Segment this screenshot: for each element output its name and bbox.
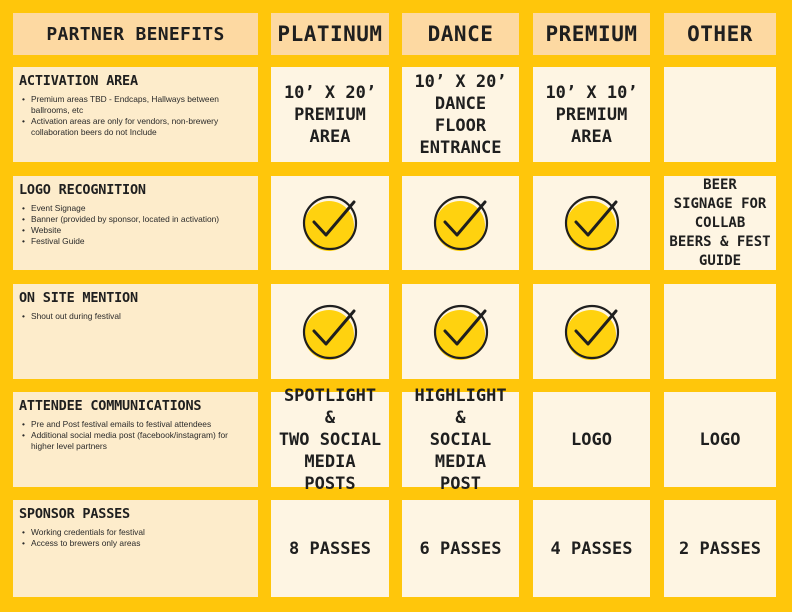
benefit-value-text: 4 PASSES [550,538,633,559]
benefit-value-cell [402,385,519,494]
benefit-value-text: 6 PASSES [419,538,502,559]
benefit-details-list [19,419,252,452]
benefit-detail-item: • Event Signage [19,203,219,214]
benefit-value-cell [533,284,650,379]
benefit-detail-item: • Activation areas are only for vendors, non-brewery collaboration beers do not Include [19,116,252,138]
benefit-detail-item: • Shout out during festival [19,311,121,322]
benefit-detail-item: • Access to brewers only areas [19,538,145,549]
benefit-label-cell [13,500,258,597]
header-tier: PREMIUM [533,13,650,55]
benefit-value-text: LOGO [571,429,612,450]
checkmark-circle-icon [300,302,360,362]
benefit-value-text: 10’ X 20’ PREMIUM AREA [283,82,377,147]
benefit-value-cell [402,176,519,270]
benefit-value-text: LOGO [699,429,741,450]
checkmark-circle-icon [562,302,622,362]
benefit-value-cell [271,284,389,379]
benefit-label-cell [13,67,258,162]
benefit-detail-item: • Premium areas TBD - Endcaps, Hallways between ballrooms, etc [19,94,252,116]
benefit-details-list [19,203,219,247]
benefit-value-cell [533,392,650,487]
benefit-value-text: 2 PASSES [679,538,761,559]
benefit-value-cell [402,67,519,162]
benefit-value-cell [271,176,389,270]
benefit-value-cell [271,385,389,494]
benefit-value-cell [664,176,776,270]
checkmark-circle-icon [562,193,622,253]
benefit-title: ON SITE MENTION [19,290,138,306]
benefit-value-cell [664,392,776,487]
benefit-label-cell [13,392,258,487]
benefit-details-list [19,311,121,322]
benefit-value-cell [402,284,519,379]
header-partner-benefits: PARTNER BENEFITS [13,13,258,55]
benefit-detail-item: • Website [19,225,219,236]
header-tier: OTHER [664,13,776,55]
benefit-detail-item: • Working credentials for festival [19,527,145,538]
benefit-value-text: HIGHLIGHT & SOCIAL MEDIA POST [414,385,507,494]
checkmark-circle-icon [300,193,360,253]
benefit-title: ATTENDEE COMMUNICATIONS [19,398,202,414]
benefit-value-cell [271,67,389,162]
benefit-detail-item: • Pre and Post festival emails to festival attendees [19,419,252,430]
benefit-value-text: SPOTLIGHT & TWO SOCIAL MEDIA POSTS [278,385,382,494]
benefit-value-cell [664,67,776,162]
benefit-label-cell [13,176,258,270]
benefit-title: ACTIVATION AREA [19,73,138,89]
benefit-value-cell [402,500,519,597]
checkmark-circle-icon [431,193,491,253]
benefit-value-text: 10’ X 10’ PREMIUM AREA [545,82,638,147]
benefit-detail-item: • Festival Guide [19,236,219,247]
checkmark-circle-icon [431,302,491,362]
header-tier: DANCE [402,13,519,55]
benefit-value-text: 10’ X 20’ DANCE FLOOR ENTRANCE [414,71,507,158]
header-tier: PLATINUM [271,13,389,55]
benefit-value-text: 8 PASSES [289,538,371,559]
benefit-value-cell [664,284,776,379]
benefit-value-cell [664,500,776,597]
benefit-value-text: BEER SIGNAGE FOR COLLAB BEERS & FEST GUIDE [669,176,771,269]
benefit-value-cell [533,500,650,597]
benefit-label-cell [13,284,258,379]
benefit-title: LOGO RECOGNITION [19,182,146,198]
benefit-detail-item: • Additional social media post (facebook/instagram) for higher level partners [19,430,252,452]
benefit-details-list [19,94,252,138]
benefit-value-cell [533,67,650,162]
benefit-value-cell [271,500,389,597]
benefit-title: SPONSOR PASSES [19,506,130,522]
benefit-details-list [19,527,145,549]
benefit-detail-item: • Banner (provided by sponsor, located in activation) [19,214,219,225]
benefit-value-cell [533,176,650,270]
